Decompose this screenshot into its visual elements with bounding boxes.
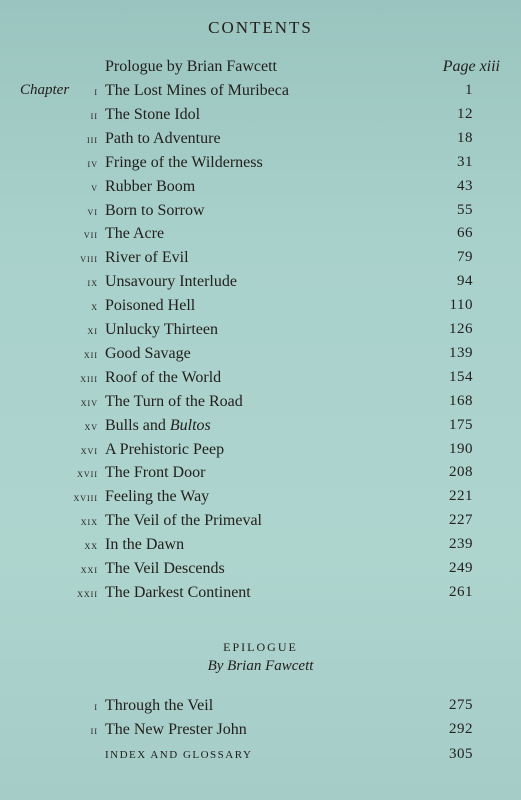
toc-row (0, 130, 521, 154)
index-page: 305 (449, 746, 473, 762)
chapter-number: xxii (77, 585, 98, 600)
toc-row (0, 512, 521, 536)
chapter-title-text: A Prehistoric Peep (105, 440, 225, 458)
chapter-number: xv (84, 418, 98, 433)
chapter-title-text: Poisoned Hell (105, 297, 196, 315)
chapter-title-text: Fringe of the Wilderness (105, 153, 263, 171)
chapter-title-text: The Veil of the Primeval (105, 512, 262, 530)
chapter-title (105, 178, 195, 196)
chapter-page: 139 (449, 344, 473, 361)
chapter-number: viii (80, 251, 98, 266)
chapter-page: 43 (457, 177, 473, 194)
index-label: INDEX AND GLOSSARY (105, 749, 253, 761)
toc-row (0, 321, 521, 345)
toc-row (0, 721, 521, 745)
chapter-number: v (91, 179, 98, 194)
chapter-page: 31 (457, 153, 473, 170)
chapter-title-text: The Stone Idol (105, 105, 201, 123)
chapter-page: 227 (449, 512, 473, 529)
toc-row (0, 393, 521, 417)
chapter-page: 126 (449, 321, 473, 337)
chapter-page: 208 (449, 464, 473, 481)
chapter-title-text: The New Prester John (105, 721, 247, 738)
chapter-number: iii (87, 131, 98, 146)
chapter-title (105, 393, 243, 411)
chapter-title (105, 297, 195, 315)
toc-row (0, 249, 521, 273)
chapter-number: xx (84, 538, 98, 553)
chapter-page: 154 (449, 368, 473, 385)
toc-row (0, 560, 521, 584)
chapter-number: vii (83, 227, 98, 242)
toc-row (0, 106, 521, 130)
toc-row (0, 154, 521, 178)
chapter-title (105, 512, 262, 530)
chapter-page: 55 (457, 201, 473, 218)
chapter-title-text: Through the Veil (105, 697, 214, 714)
chapter-number: ii (90, 107, 98, 122)
chapter-number: xii (83, 346, 98, 361)
chapter-title (105, 369, 221, 387)
chapter-page: 275 (449, 697, 473, 713)
chapter-title-text: The Turn of the Road (105, 392, 243, 410)
chapter-title-text: Path to Adventure (105, 129, 221, 147)
chapter-page: 110 (449, 297, 473, 314)
toc-row (0, 417, 521, 441)
chapter-title (105, 273, 237, 291)
index-row (0, 746, 521, 770)
chapter-title-text: Bulls and (105, 416, 166, 434)
chapter-title-text: The Front Door (105, 464, 206, 482)
chapter-title (105, 225, 164, 243)
chapter-number: i (94, 699, 98, 713)
chapter-page: 1 (465, 82, 473, 98)
chapter-page: 94 (457, 273, 473, 290)
prologue-title: Prologue by Brian Fawcett (105, 58, 277, 75)
chapter-number: xiii (80, 370, 98, 385)
chapter-number: xxi (80, 562, 98, 576)
toc-row (0, 345, 521, 369)
chapter-title (105, 584, 251, 602)
chapter-page: 292 (449, 721, 473, 737)
toc-row (0, 369, 521, 393)
chapter-title (105, 488, 209, 506)
chapter-title (105, 130, 221, 148)
toc-row (0, 697, 521, 721)
toc-row (0, 464, 521, 488)
chapter-title (105, 154, 263, 172)
chapter-title (105, 202, 205, 220)
chapter-title (105, 417, 211, 435)
chapter-title (105, 345, 191, 363)
chapter-number: xix (80, 514, 98, 529)
chapter-number: xiv (80, 394, 98, 409)
chapter-title (105, 464, 205, 482)
chapter-number: xvii (77, 466, 98, 481)
chapter-title-text: The Veil Descends (105, 560, 225, 577)
chapter-title (105, 697, 213, 715)
chapter-number: xvi (80, 442, 98, 457)
chapter-title-text: Born to Sorrow (105, 201, 205, 219)
chapter-number: xi (87, 323, 98, 337)
chapter-title (105, 82, 289, 100)
chapter-title-italic: Bultos (169, 416, 211, 434)
toc-row (0, 584, 521, 608)
chapter-title-text: The Lost Mines of Muribeca (105, 82, 289, 99)
chapter-title (105, 249, 189, 267)
toc-row (0, 178, 521, 202)
chapter-page: 79 (457, 249, 473, 266)
chapter-title-text: The Darkest Continent (105, 583, 251, 601)
chapter-page: 190 (449, 440, 473, 457)
toc-row (0, 225, 521, 249)
chapter-title-text: Roof of the World (105, 368, 222, 386)
chapter-title-text: Good Savage (105, 344, 191, 362)
chapter-page: 168 (449, 392, 473, 409)
toc-row (0, 488, 521, 512)
page-column-header: Page xiii (442, 58, 500, 75)
chapter-title-text: Unsavoury Interlude (105, 273, 237, 291)
chapter-title-text: Feeling the Way (105, 488, 210, 506)
chapter-page: 66 (457, 225, 473, 242)
toc-row (0, 273, 521, 297)
prologue-row (0, 58, 521, 82)
chapter-number: vi (87, 203, 98, 218)
chapter-title-text: Rubber Boom (105, 177, 196, 195)
chapter-page: 261 (449, 583, 473, 600)
chapter-title-text: The Acre (105, 225, 165, 243)
toc-row (0, 297, 521, 321)
chapter-page: 221 (449, 488, 473, 505)
chapter-number: ii (90, 723, 98, 737)
chapter-number: i (94, 84, 98, 98)
toc-row (0, 536, 521, 560)
chapter-title-text: Unlucky Thirteen (105, 321, 219, 338)
toc-row (0, 441, 521, 465)
chapter-title-text: River of Evil (105, 249, 189, 267)
chapter-number: iv (87, 155, 98, 170)
chapter-number: ix (87, 275, 98, 290)
chapter-title (105, 536, 184, 554)
toc-row (0, 202, 521, 226)
epilogue-byline: By Brian Fawcett (207, 658, 314, 674)
epilogue-heading: EPILOGUE (223, 640, 298, 654)
chapter-page: 239 (449, 536, 473, 553)
chapter-page: 12 (457, 105, 473, 122)
chapter-title-text: In the Dawn (105, 536, 185, 554)
chapter-title (105, 721, 247, 739)
chapter-title (105, 441, 224, 459)
chapter-title (105, 321, 218, 339)
chapter-title (105, 106, 200, 124)
toc-row (0, 82, 521, 106)
chapter-number: xviii (73, 490, 98, 505)
chapter-page: 18 (457, 129, 473, 146)
chapter-page: 175 (449, 416, 473, 433)
chapter-page: 249 (449, 560, 473, 576)
contents-title: CONTENTS (208, 18, 313, 37)
chapter-title (105, 560, 225, 578)
chapter-word: Chapter (20, 82, 70, 98)
chapter-number: x (91, 299, 98, 314)
